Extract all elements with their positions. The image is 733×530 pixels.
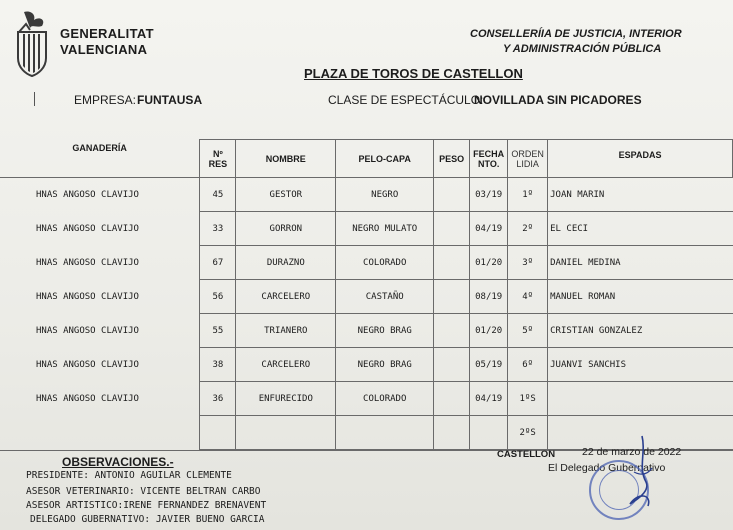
header-orden-line2: LIDIA [516, 158, 539, 169]
cell-nombre: GESTOR [236, 178, 336, 212]
margin-mark [34, 92, 35, 106]
header-pelo: PELO-CAPA [336, 140, 434, 178]
cell-res: 67 [200, 246, 236, 280]
cell-nombre: CARCELERO [236, 280, 336, 314]
cell-espada: MANUEL ROMAN [548, 280, 733, 314]
cell-nombre: ENFURECIDO [236, 382, 336, 416]
cell-peso [434, 382, 470, 416]
table-row [0, 178, 733, 212]
org-name-line2: VALENCIANA [60, 42, 148, 57]
cell-pelo: CASTAÑO [336, 280, 434, 314]
cell-orden: 2ºS [508, 416, 548, 450]
cell-fecha: 04/19 [470, 382, 508, 416]
plaza-title: PLAZA DE TOROS DE CASTELLON [304, 66, 523, 81]
cell-fecha: 04/19 [470, 212, 508, 246]
cell-fecha: 01/20 [470, 246, 508, 280]
footer-city: CASTELLON [497, 449, 556, 460]
cell-peso [434, 280, 470, 314]
cell-res: 56 [200, 280, 236, 314]
cell-ganaderia: HNAS ANGOSO CLAVIJO [36, 393, 139, 404]
cell-fecha [470, 416, 508, 450]
generalitat-logo-icon [14, 10, 50, 78]
observations-title: OBSERVACIONES.- [62, 455, 174, 469]
table-row [0, 348, 733, 382]
observation-item: PRESIDENTE: ANTONIO AGUILAR CLEMENTE [26, 470, 232, 481]
cell-peso [434, 348, 470, 382]
cell-res: 33 [200, 212, 236, 246]
table-row [0, 280, 733, 314]
cell-peso [434, 246, 470, 280]
cell-orden: 2º [508, 212, 548, 246]
header-peso: PESO [434, 140, 470, 178]
cell-res: 36 [200, 382, 236, 416]
cell-nombre: CARCELERO [236, 348, 336, 382]
header-res-line2: RES [208, 158, 228, 169]
header-orden [508, 140, 548, 178]
cell-fecha: 05/19 [470, 348, 508, 382]
cell-nombre: GORRON [236, 212, 336, 246]
cell-espada: EL CECI [548, 212, 733, 246]
header-orden-line1: ORDEN [511, 148, 544, 159]
table-row [0, 314, 733, 348]
cell-ganaderia: HNAS ANGOSO CLAVIJO [36, 189, 139, 200]
footer-date: 22 de marzo de 2022 [582, 446, 682, 458]
department-line1: CONSELLERÍIA DE JUSTICIA, INTERIOR [470, 28, 682, 40]
cell-ganaderia: HNAS ANGOSO CLAVIJO [36, 325, 139, 336]
cell-espada: DANIEL MEDINA [548, 246, 733, 280]
cell-fecha: 03/19 [470, 178, 508, 212]
cell-ganaderia: HNAS ANGOSO CLAVIJO [36, 359, 139, 370]
table-row [0, 246, 733, 280]
empresa-label: EMPRESA: [74, 93, 137, 107]
header-espadas: ESPADAS [548, 140, 733, 178]
bulls-table [0, 139, 733, 450]
observation-item: ASESOR VETERINARIO: VICENTE BELTRAN CARBO [26, 486, 261, 497]
cell-ganaderia: HNAS ANGOSO CLAVIJO [36, 257, 139, 268]
cell-orden: 1ºS [508, 382, 548, 416]
cell-orden: 5º [508, 314, 548, 348]
cell-pelo: NEGRO BRAG [336, 314, 434, 348]
cell-res: 45 [200, 178, 236, 212]
cell-pelo: NEGRO [336, 178, 434, 212]
signature-icon [612, 432, 660, 512]
cell-nombre: TRIANERO [236, 314, 336, 348]
org-name-line1: GENERALITAT [60, 26, 154, 41]
footer-delegado: El Delegado Gubernativo [548, 462, 666, 474]
cell-orden: 1º [508, 178, 548, 212]
empresa-value: FUNTAUSA [137, 93, 203, 107]
clase-label: CLASE DE ESPECTÁCULO: [328, 93, 484, 107]
observation-item: ASESOR ARTISTICO:IRENE FERNANDEZ BRENAVENT [26, 500, 267, 511]
cell-nombre [236, 416, 336, 450]
cell-orden: 4º [508, 280, 548, 314]
cell-peso [434, 314, 470, 348]
observation-item: DELEGADO GUBERNATIVO: JAVIER BUENO GARCIA [30, 514, 265, 525]
cell-fecha: 08/19 [470, 280, 508, 314]
cell-espada [548, 382, 733, 416]
header-nombre: NOMBRE [236, 140, 336, 178]
department-line2: Y ADMINISTRACIÓN PÚBLICA [503, 43, 662, 55]
cell-ganaderia: HNAS ANGOSO CLAVIJO [36, 223, 139, 234]
cell-peso [434, 212, 470, 246]
header-ganaderia: GANADERÍA [0, 140, 200, 178]
cell-peso [434, 416, 470, 450]
cell-res: 55 [200, 314, 236, 348]
cell-pelo: COLORADO [336, 382, 434, 416]
cell-orden: 6º [508, 348, 548, 382]
cell-espada: CRISTIAN GONZALEZ [548, 314, 733, 348]
clase-value: NOVILLADA SIN PICADORES [474, 93, 642, 107]
cell-orden: 3º [508, 246, 548, 280]
cell-res [200, 416, 236, 450]
header-fecha-line2: NTO. [477, 158, 500, 169]
cell-pelo: NEGRO BRAG [336, 348, 434, 382]
header-res [200, 140, 236, 178]
cell-espada: JUANVI SANCHIS [548, 348, 733, 382]
cell-peso [434, 178, 470, 212]
cell-espada: JOAN MARIN [548, 178, 733, 212]
cell-pelo: COLORADO [336, 246, 434, 280]
table-header-row [0, 140, 733, 178]
cell-ganaderia [0, 416, 200, 450]
cell-fecha: 01/20 [470, 314, 508, 348]
cell-ganaderia: HNAS ANGOSO CLAVIJO [36, 291, 139, 302]
cell-res: 38 [200, 348, 236, 382]
table-row [0, 382, 733, 416]
cell-pelo [336, 416, 434, 450]
table-row [0, 212, 733, 246]
header-fecha [470, 140, 508, 178]
header-res-line1: Nº [212, 148, 223, 159]
cell-pelo: NEGRO MULATO [336, 212, 434, 246]
header-fecha-line1: FECHA [473, 148, 505, 159]
cell-nombre: DURAZNO [236, 246, 336, 280]
